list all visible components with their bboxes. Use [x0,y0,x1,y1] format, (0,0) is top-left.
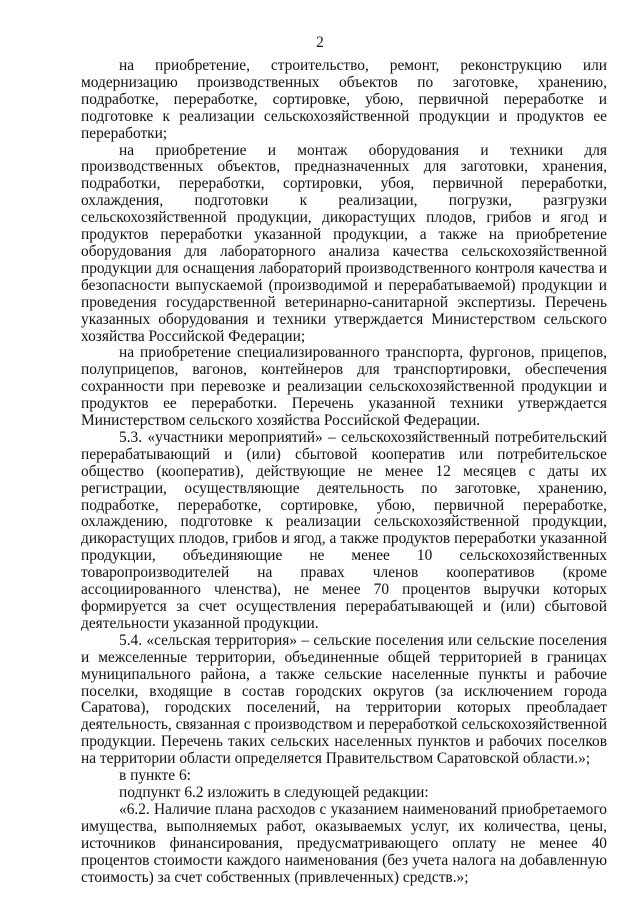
paragraph-construction: на приобретение, строительство, ремонт, реконструкцию или модернизацию производственных объектов по заготовке, хранению, подработке, переработке, сортировке, убою, первичной переработке и подготовке к реализации сельскохозяйственной продукции и продуктов ее переработки; [81,57,607,142]
paragraph-subclause-6-2: «6.2. Наличие плана расходов с указанием наименований приобретаемого имущества, выполняемых работ, оказываемых услуг, их количества, цены, источников финансирования, предусматривающего оплату не менее 40 процентов стоимости каждого наименования (без учета налога на добавленную стоимость) за счет собственных (привлеченных) средств.»; [81,800,607,886]
paragraph-transport: на приобретение специализированного транспорта, фургонов, прицепов, полуприцепов, вагонов, контейнеров для транспортировки, обеспечения сохранности при перевозке и реализации сельскохозяйственной продукции и продуктов ее переработки. Перечень указанной техники утверждается Министерством сельского хозяйства Российской Федерации. [81,344,607,430]
document-body [81,58,607,886]
paragraph-equipment: на приобретение и монтаж оборудования и техники для производственных объектов, предназначенных для заготовки, хранения, подработки, переработки, сортировки, убоя, первичной переработки, охлаждения, подготовки к реализации, погрузки, разгрузки сельскохозяйственной продукции, дикорастущих плодов, грибов и ягод и продуктов переработки указанной продукции, а также на приобретение оборудования для лабораторного анализа качества сельскохозяйственной продукции для оснащения лабораторий производственного контроля качества и безопасности выпускаемой (производимой и перерабатываемой) продукции и проведения государственной ветеринарно-санитарной экспертизы. Перечень указанных оборудования и техники утверждается Министерством сельского хозяйства Российской Федерации; [81,141,607,345]
page-number: 2 [316,34,324,51]
paragraph-rural-territory: 5.4. «сельская территория» – сельские поселения или сельские поселения и межселенные территории, объединенные общей территорией в границах муниципального района, а также сельские населенные пункты и рабочие поселки, входящие в состав городских округов (за исключением города Саратова), городских поселений, на территории которых преобладает деятельность, связанная с производством и переработкой сельскохозяйственной продукции. Перечень таких сельских населенных пунктов и рабочих поселков на территории области определяется Правительством Саратовской области.»; [81,631,607,768]
paragraph-clause-6: в пункте 6: [119,767,191,785]
paragraph-subclause-intro: подпункт 6.2 изложить в следующей редакции: [119,783,429,801]
paragraph-participants: 5.3. «участники мероприятий» – сельскохозяйственный потребительский перерабатывающий и (или) сбытовой кооператив или потребительское общество (кооператив), действующие не менее 12 месяцев с даты их регистрации, осуществляющие деятельность по заготовке, хранению, подработке, переработке, сортировке, убою, первичной переработке, охлаждению, подготовке к реализации сельскохозяйственной продукции, дикорастущих плодов, грибов и ягод, а также продуктов переработки указанной продукции, объединяющие не менее 10 сельскохозяйственных товаропроизводителей на правах членов кооперативов (кроме ассоциированного членства), не менее 70 процентов выручки которых формируется за счет осуществления перерабатывающей и (или) сбытовой деятельности указанной продукции. [81,428,607,632]
